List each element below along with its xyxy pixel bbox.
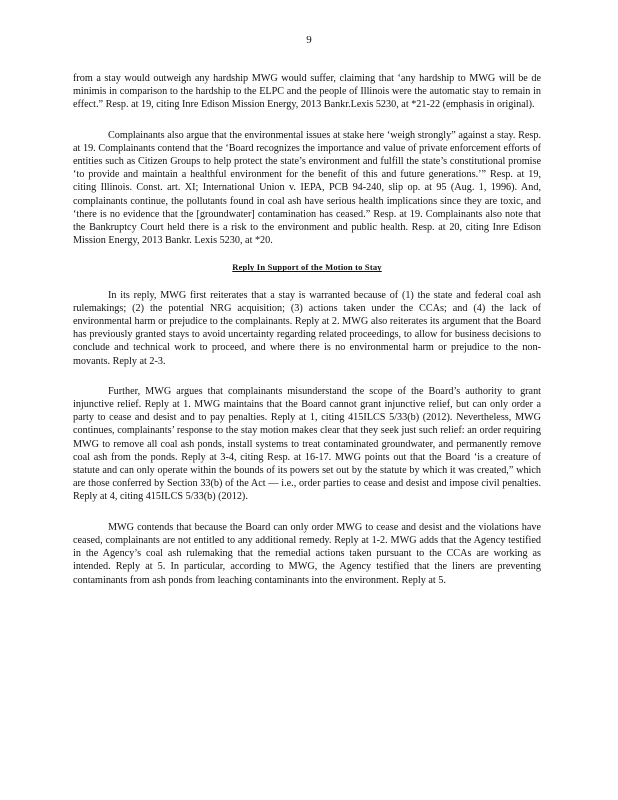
paragraph-complainants-argue: Complainants also argue that the environmental issues at stake here ‘weigh strongly” against a stay. Resp. at 19. Complainants contend that the ‘Board recognizes the importance and value of private enforcement efforts of entities such as Citizen Groups to help protect the state’s environment and fulfill the state’s constitutional promise ‘to provide and maintain a healthful environment for the benefit of this and future generations.’” Resp. at 19, citing Illinois. Const. art. XI; International Union v. IEPA, PCB 94-240, slip op. at 95 (Aug. 1, 1996). And, complainants continue, the pollutants found in coal ash have serious health implications since they are toxic, and ‘there is no evidence that the [groundwater] contamination has ceased.” Resp. at 19. Complainants also note that the Bankruptcy Court held there is a risk to the environment and public health. Resp. at 20, citing Inre Edison Mission Energy, 2013 Bankr. Lexis 5230, at *20. [73,129,541,247]
page-number: 9 [306,34,312,46]
paragraph-reply-reiterates: In its reply, MWG first reiterates that a stay is warranted because of (1) the state and federal coal ash rulemakings; (2) the potential NRG acquisition; (3) actions taken under the CCAs; and (4) the lack of environmental harm or prejudice to the complainants. Reply at 2. MWG also reiterates its argument that the Board has previously granted stays to avoid uncertainty regarding related proceedings, to allow for business decisions to conclude and technical work to proceed, and where there is no environmental harm or prejudice to the non-movants. Reply at 2-3. [73,289,541,367]
section-heading: Reply In Support of the Motion to Stay [232,262,382,273]
document-body [73,72,541,587]
paragraph-continuation: from a stay would outweigh any hardship MWG would suffer, claiming that ‘any hardship to MWG will be de minimis in comparison to the hardship to the ELPC and the people of Illinois were the automatic stay to remain in effect.” Resp. at 19, citing Inre Edison Mission Energy, 2013 Bankr.Lexis 5230, at *21-22 (emphasis in original). [73,73,541,111]
paragraph-mwg-contends: MWG contends that because the Board can only order MWG to cease and desist and the violations have ceased, complainants are not entitled to any additional remedy. Reply at 1-2. MWG adds that the Agency testified in the Agency’s coal ash rulemaking that the remedial actions taken pursuant to the CCAs are working as intended. Reply at 5. In particular, according to MWG, the Agency testified that the liners are preventing contaminants from ash ponds from leaching contaminants into the environment. Reply at 5. [73,521,541,586]
paragraph-further-argues: Further, MWG argues that complainants misunderstand the scope of the Board’s authority to grant injunctive relief. Reply at 1. MWG maintains that the Board cannot grant injunctive relief, but can only order a party to cease and desist and to pay penalties. Reply at 1, citing 415ILCS 5/33(b) (2012). Nevertheless, MWG continues, complainants’ response to the stay motion makes clear that they seek just such relief: an order requiring MWG to remove all coal ash ponds, install systems to treat contaminated groundwater, and permanently remove coal ash from the ponds. Reply at 3-4, citing Resp. at 16-17. MWG points out that the Board ‘is a creature of statute and can only operate within the bounds of its powers set out by the statute by which it was created,” which are those conferred by Section 33(b) of the Act — i.e., order parties to cease and desist and impose civil penalties. Reply at 4, citing 415ILCS 5/33(b) (2012). [73,385,541,503]
